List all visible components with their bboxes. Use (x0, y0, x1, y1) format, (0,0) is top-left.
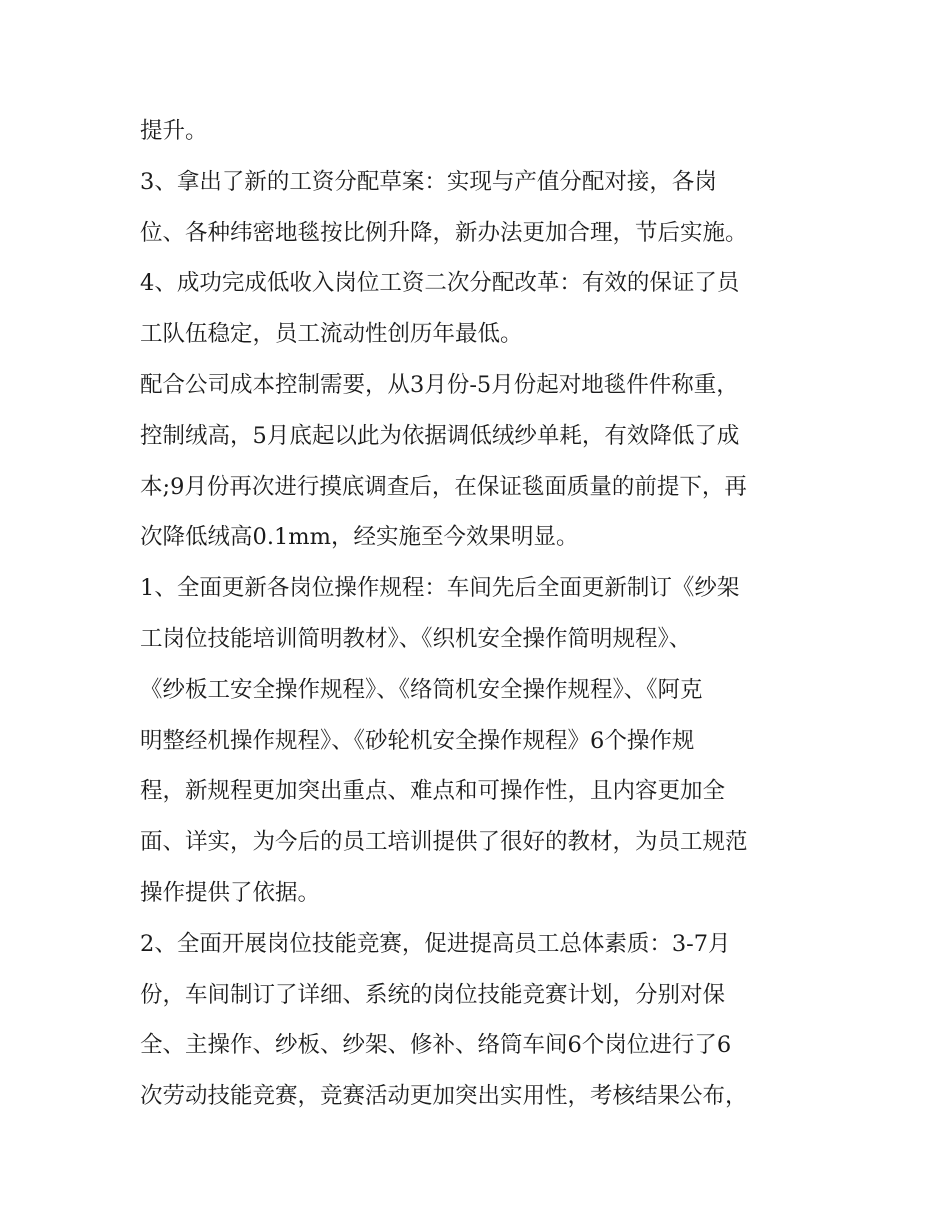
text-line: 次降低绒高0.1mm，经实施至今效果明显。 (140, 524, 579, 551)
text-line: 程，新规程更加突出重点、难点和可操作性，且内容更加全 (140, 778, 726, 805)
text-line: 工队伍稳定，员工流动性创历年最低。 (140, 321, 523, 348)
text-line: 明整经机操作规程》、《砂轮机安全操作规程》6个操作规 (140, 727, 695, 754)
text-line: 次劳动技能竞赛，竞赛活动更加突出实用性，考核结果公布， (140, 1083, 748, 1110)
text-line: 1、全面更新各岗位操作规程：车间先后全面更新制订《纱架 (140, 575, 740, 602)
text-line: 份，车间制订了详细、系统的岗位技能竞赛计划，分别对保 (140, 981, 726, 1008)
text-line: 面、详实，为今后的员工培训提供了很好的教材，为员工规范 (140, 829, 748, 856)
text-line: 3、拿出了新的工资分配草案：实现与产值分配对接，各岗 (140, 168, 717, 195)
document-body (140, 106, 820, 1122)
text-line: 提升。 (140, 118, 208, 144)
text-line: 操作提供了依据。 (140, 879, 321, 906)
text-line: 工岗位技能培训简明教材》、《织机安全操作简明规程》、 (140, 625, 692, 652)
text-line: 全、主操作、纱板、纱架、修补、络筒车间6个岗位进行了6 (140, 1032, 732, 1059)
text-line: 2、全面开展岗位技能竞赛，促进提高员工总体素质：3-7月 (140, 930, 731, 957)
text-line: 配合公司成本控制需要，从3月份-5月份起对地毯件件称重， (140, 371, 739, 398)
text-line: 控制绒高，5月底起以此为依据调低绒纱单耗，有效降低了成 (140, 422, 740, 449)
text-line: 本;9月份再次进行摸底调查后，在保证毯面质量的前提下，再 (140, 473, 747, 500)
text-line: 4、成功完成低收入岗位工资二次分配改革：有效的保证了员 (140, 270, 740, 297)
text-line: 《纱板工安全操作规程》、《络筒机安全操作规程》、《阿克 (140, 676, 703, 703)
text-line: 位、各种纬密地毯按比例升降，新办法更加合理，节后实施。 (140, 219, 748, 246)
